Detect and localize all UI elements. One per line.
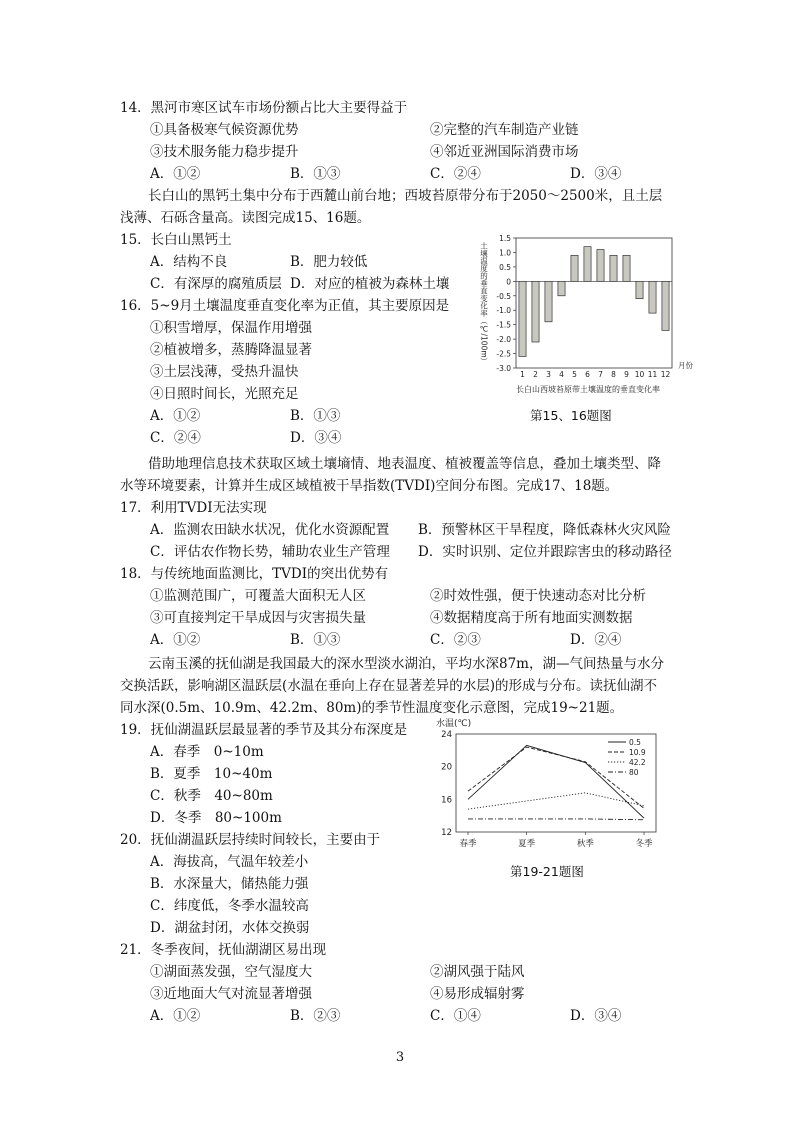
chart1-ytick-label: -1.5 xyxy=(496,320,511,330)
q15-choice-a: A．结构不良 xyxy=(150,254,228,270)
q16-item-1: ①积雪增厚，保温作用增强 xyxy=(150,320,312,336)
pre19-line-2: 交换活跃，影响湖区温跃层(水温在垂向上存在显著差异的水层)的形成与分布。读抚仙湖不 xyxy=(120,678,658,694)
chart1-xtick-label: 6 xyxy=(585,370,590,379)
chart1-bar xyxy=(597,250,604,282)
chart2-series-line xyxy=(468,793,644,809)
q21-item-1: ①湖面蒸发强，空气湿度大 xyxy=(150,964,312,980)
q19-stem: 19．抚仙湖温跃层最显著的季节及其分布深度是 xyxy=(120,722,408,738)
chart1-ylabel: 土壤温度的垂直变化率（℃/100m） xyxy=(479,242,489,366)
chart1-xtick-label: 12 xyxy=(660,370,671,379)
pre17-line-1: 借助地理信息技术获取区域土壤墒情、地表温度、植被覆盖等信息，叠加土壤类型、降 xyxy=(148,456,661,472)
chart2-series-line xyxy=(468,745,644,818)
q17-choice-c: C．评估农作物长势，辅助农业生产管理 xyxy=(150,544,390,560)
chart1-xtick-label: 5 xyxy=(572,370,577,379)
q20-choice-b: B．水深量大，储热能力强 xyxy=(150,876,309,892)
chart1-ytick-label: 1.0 xyxy=(499,248,511,258)
chart1-xtick-label: 2 xyxy=(533,370,538,379)
chart1-ytick-label: -2.5 xyxy=(496,349,511,359)
chart1-subtitle: 长白山西坡苔原带土壤温度的垂直变化率 xyxy=(516,385,660,394)
q21-choice-a: A．①② xyxy=(150,1008,201,1024)
q18-item-2: ②时效性强，便于快速动态对比分析 xyxy=(430,588,646,604)
chart1-bar xyxy=(519,281,526,356)
chart1-bar xyxy=(571,255,578,281)
chart1-xtick-label: 9 xyxy=(624,370,629,379)
chart1-caption: 第15、16题图 xyxy=(530,408,612,423)
q20-choice-a: A．海拔高，气温年较差小 xyxy=(150,854,309,870)
chart1-bar xyxy=(662,281,669,330)
chart1-bar xyxy=(649,281,656,313)
chart2-ytick-label: 16 xyxy=(441,795,452,806)
chart2-ylabel: 水温(℃) xyxy=(436,719,472,729)
chart1-ytick-label: 1.5 xyxy=(499,234,511,243)
q17-choice-b: B．预警林区干旱程度，降低森林火灾风险 xyxy=(418,522,671,538)
page-number: 3 xyxy=(395,1050,405,1065)
q18-item-3: ③可直接判定干旱成因与灾害损失量 xyxy=(150,610,366,626)
chart1-xtick-label: 7 xyxy=(598,370,603,379)
chart2-series-line xyxy=(468,747,644,808)
chart1-xtick-label: 10 xyxy=(634,370,645,379)
chart1-bar xyxy=(532,281,539,342)
q18-choice-d: D．②④ xyxy=(570,632,622,648)
q21-choice-b: B．②③ xyxy=(290,1008,341,1024)
soil-temp-bar-chart xyxy=(470,228,700,428)
q16-item-3: ③土层浅薄，受热升温快 xyxy=(150,364,299,380)
q21-item-3: ③近地面大气对流显著增强 xyxy=(150,986,312,1002)
chart2-ytick-label: 12 xyxy=(441,828,452,838)
q16-choice-d: D．③④ xyxy=(290,430,342,446)
chart2-xtick-label: 冬季 xyxy=(635,839,653,849)
chart1-bar xyxy=(558,281,565,295)
q19-choice-a: A．春季 0~10m xyxy=(150,744,264,760)
q18-choice-b: B．①③ xyxy=(290,632,341,648)
chart2-legend-label: 0.5 xyxy=(629,738,641,747)
chart1-bar xyxy=(545,281,552,321)
q14-choice-c: C．②④ xyxy=(430,166,481,182)
q18-choice-c: C．②③ xyxy=(430,632,481,648)
q16-stem: 16．5~9月土壤温度垂直变化率为正值，其主要原因是 xyxy=(120,298,450,314)
q18-item-4: ④数据精度高于所有地面实测数据 xyxy=(430,610,633,626)
chart1-bar xyxy=(584,247,591,282)
chart2-xtick-label: 春季 xyxy=(459,839,477,849)
q14-item-2: ②完整的汽车制造产业链 xyxy=(430,122,579,138)
q16-item-2: ②植被增多，蒸腾降温显著 xyxy=(150,342,312,358)
q18-item-1: ①监测范围广，可覆盖大面积无人区 xyxy=(150,588,366,604)
q21-stem: 21．冬季夜间，抚仙湖湖区易出现 xyxy=(120,942,327,958)
q20-choice-c: C．纬度低，冬季水温较高 xyxy=(150,898,309,914)
chart1-ytick-label: -3.0 xyxy=(496,364,511,373)
q21-item-4: ④易形成辐射雾 xyxy=(430,986,525,1002)
q14-item-1: ①具备极寒气候资源优势 xyxy=(150,122,299,138)
q17-choice-a: A．监测农田缺水状况，优化水资源配置 xyxy=(150,522,390,538)
chart2-series-line xyxy=(468,819,644,820)
chart1-bar xyxy=(636,281,643,298)
chart1-bar xyxy=(623,255,630,281)
chart1-xtick-label: 11 xyxy=(647,370,658,379)
chart1-bar xyxy=(610,255,617,281)
chart1-ytick-label: 0 xyxy=(506,277,511,287)
chart1-ytick-label: -1.0 xyxy=(496,306,511,316)
q19-choice-b: B．夏季 10~40m xyxy=(150,766,273,782)
chart2-ytick-label: 24 xyxy=(441,730,452,740)
q18-stem: 18．与传统地面监测比，TVDI的突出优势有 xyxy=(120,566,389,582)
q14-choice-b: B．①③ xyxy=(290,166,341,182)
chart1-ytick-label: -2.0 xyxy=(496,335,511,345)
q20-choice-d: D．湖盆封闭，水体交换弱 xyxy=(150,920,310,936)
q21-choice-c: C．①④ xyxy=(430,1008,481,1024)
chart1-xunit: 月份 xyxy=(678,361,693,370)
chart1-ytick-label: 0.5 xyxy=(499,262,511,272)
q16-choice-b: B．①③ xyxy=(290,408,341,424)
q19-choice-d: D．冬季 80~100m xyxy=(150,810,282,826)
q15-choice-c: C．有深厚的腐殖质层 xyxy=(150,276,282,292)
q16-choice-a: A．①② xyxy=(150,408,201,424)
q16-choice-c: C．②④ xyxy=(150,430,201,446)
chart2-ytick-label: 20 xyxy=(441,762,452,773)
chart2-legend-label: 10.9 xyxy=(629,748,646,757)
q20-stem: 20．抚仙湖温跃层持续时间较长，主要由于 xyxy=(120,832,381,848)
chart1-xtick-label: 4 xyxy=(559,370,564,379)
q16-item-4: ④日照时间长，光照充足 xyxy=(150,386,299,402)
q14-item-3: ③技术服务能力稳步提升 xyxy=(150,144,299,160)
q19-choice-c: C．秋季 40~80m xyxy=(150,788,273,804)
q15-choice-b: B．肥力较低 xyxy=(290,254,368,270)
chart2-xtick-label: 秋季 xyxy=(576,839,594,849)
chart1-ytick-label: -0.5 xyxy=(496,291,511,301)
pre15-line-2: 浅薄、石砾含量高。读图完成15、16题。 xyxy=(120,210,371,226)
pre19-line-1: 云南玉溪的抚仙湖是我国最大的深水型淡水湖泊，平均水深87m，湖—气间热量与水分 xyxy=(148,656,664,672)
q14-stem: 14．黑河市寒区试车市场份额占比大主要得益于 xyxy=(120,100,408,116)
chart2-legend-label: 80 xyxy=(629,768,639,777)
q14-choice-a: A．①② xyxy=(150,166,201,182)
chart2-xtick-label: 夏季 xyxy=(518,839,536,849)
chart1-xtick-label: 3 xyxy=(546,370,551,379)
pre17-line-2: 水等环境要素，计算并生成区域植被干旱指数(TVDI)空间分布图。完成17、18题。 xyxy=(120,478,619,494)
chart2-caption: 第19-21题图 xyxy=(510,864,584,879)
chart1-xtick-label: 8 xyxy=(611,370,616,379)
q15-choice-d: D．对应的植被为森林土壤 xyxy=(290,276,450,292)
lake-temp-line-chart xyxy=(432,716,672,880)
q17-stem: 17．利用TVDI无法实现 xyxy=(120,500,267,516)
q14-item-4: ④邻近亚洲国际消费市场 xyxy=(430,144,579,160)
q14-choice-d: D．③④ xyxy=(570,166,622,182)
q17-choice-d: D．实时识别、定位并跟踪害虫的移动路径 xyxy=(418,544,672,560)
q21-item-2: ②湖风强于陆风 xyxy=(430,964,525,980)
pre19-line-3: 同水深(0.5m、10.9m、42.2m、80m)的季节性温度变化示意图，完成19~21题。 xyxy=(120,700,624,716)
q18-choice-a: A．①② xyxy=(150,632,201,648)
chart1-xtick-label: 1 xyxy=(520,370,525,379)
pre15-line-1: 长白山的黑钙土集中分布于西麓山前台地；西坡苔原带分布于2050～2500米，且土层 xyxy=(148,188,663,204)
chart2-legend-label: 42.2 xyxy=(629,758,646,767)
q21-choice-d: D．③④ xyxy=(570,1008,622,1024)
q15-stem: 15．长白山黑钙土 xyxy=(120,232,232,248)
